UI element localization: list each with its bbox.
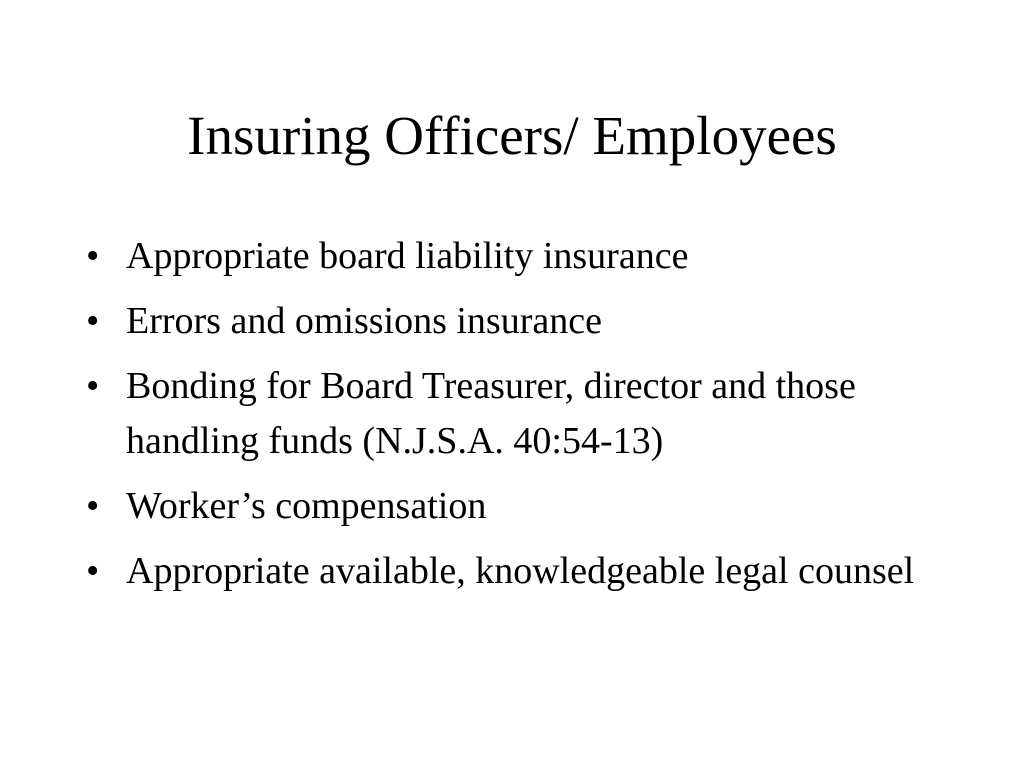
bullet-text: Appropriate board liability insurance: [126, 235, 689, 277]
bullet-marker: •: [86, 550, 100, 592]
bullet-marker: •: [86, 365, 100, 407]
bullet-item: [86, 294, 966, 349]
bullet-item: [86, 359, 966, 469]
bullet-text: Bonding for Board Treasurer, director and those handling funds (N.J.S.A. 40:54-13): [126, 365, 856, 462]
bullet-text: Appropriate available, knowledgeable legal counsel: [126, 550, 915, 592]
bullet-item: [86, 229, 966, 284]
slide-title: Insuring Officers/ Employees: [187, 105, 837, 166]
bullet-marker: •: [86, 300, 100, 342]
bullet-marker: •: [86, 485, 100, 527]
bullet-marker: •: [86, 235, 100, 277]
bullet-text: Errors and omissions insurance: [126, 300, 602, 342]
bullet-item: [86, 479, 966, 534]
bullet-text: Worker’s compensation: [126, 485, 487, 527]
bullet-item: [86, 544, 966, 599]
bullet-list: [86, 229, 966, 609]
